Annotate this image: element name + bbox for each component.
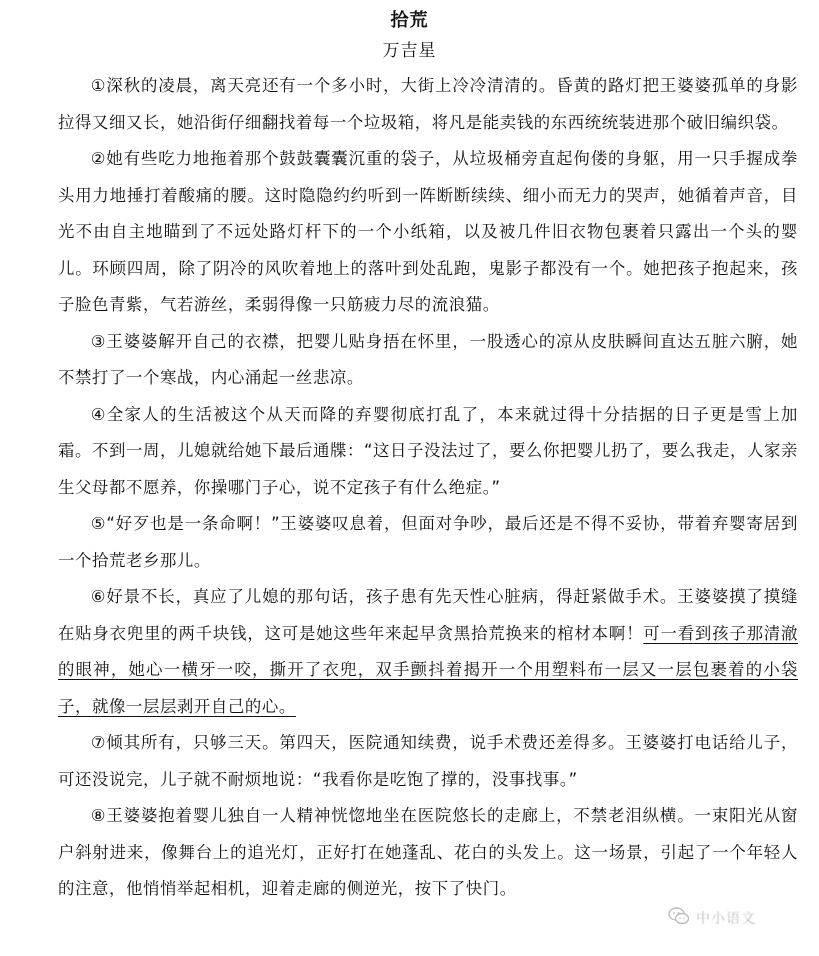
document-title: 拾荒 xyxy=(390,10,429,31)
paragraph-1 xyxy=(58,68,798,141)
paragraph-4-text: ④全家人的生活被这个从天而降的弃婴彻底打乱了，本来就过得十分拮据的日子更是雪上加霜。不到一周，儿媳就给她下最后通牒：“这日子没法过了，要么你把婴儿扔了，要么我走，人家亲生父母都不愿养，你操哪门子心，说不定孩子有什么绝症。” xyxy=(58,404,798,497)
paragraph-3 xyxy=(58,324,798,397)
paragraph-2-text: ②她有些吃力地拖着那个鼓鼓囊囊沉重的袋子，从垃圾桶旁直起佝偻的身躯，用一只手握成拳头用力地捶打着酸痛的腰。这时隐隐约约听到一阵断断续续、细小而无力的哭声，她循着声音，目光不由自主地瞄到了不远处路灯杆下的一个小纸箱，以及被几件旧衣物包裹着只露出一个头的婴儿。环顾四周，除了阴冷的风吹着地上的落叶到处乱跑，鬼影子都没有一个。她把孩子抱起来，孩子脸色青紫，气若游丝，柔弱得像一只筋疲力尽的流浪猫。 xyxy=(58,149,798,314)
wechat-logo-icon xyxy=(668,906,690,930)
paragraph-5 xyxy=(58,506,798,579)
paragraph-1-text: ①深秋的凌晨，离天亮还有一个多小时，大街上冷冷清清的。昏黄的路灯把王婆婆孤单的身影拉得又细又长，她沿街仔细翻找着每一个垃圾箱，将凡是能卖钱的东西统统装进那个破旧编织袋。 xyxy=(58,76,798,132)
paragraph-6-underlined-text: 可一看到孩子那清澈的眼神，她心一横牙一咬，撕开了衣兜，双手颤抖着揭开一个用塑料布一层又一层包裹着的小袋子，就像一层层剥开自己的心。 xyxy=(58,623,798,716)
paragraph-6 xyxy=(58,579,798,725)
paragraph-5-text: ⑤“好歹也是一条命啊！”王婆婆叹息着，但面对争吵，最后还是不得不妥协，带着弃婴寄居到一个拾荒老乡那儿。 xyxy=(58,514,798,570)
paragraph-4 xyxy=(58,397,798,507)
paragraph-6-text: ⑥好景不长，真应了儿媳的那句话，孩子患有先天性心脏病，得赶紧做手术。王婆婆摸了摸缝在贴身衣兜里的两千块钱，这可是她这些年来起早贪黑拾荒换来的棺材本啊！ xyxy=(58,587,798,643)
paragraph-3-text: ③王婆婆解开自己的衣襟，把婴儿贴身捂在怀里，一股透心的凉从皮肤瞬间直达五脏六腑，她不禁打了一个寒战，内心涌起一丝悲凉。 xyxy=(58,331,798,387)
watermark-text: 中小语文 xyxy=(696,911,756,927)
paragraph-8-text: ⑧王婆婆抱着婴儿独自一人精神恍惚地坐在医院悠长的走廊上，不禁老泪纵横。一束阳光从窗户斜射进来，像舞台上的追光灯，正好打在她蓬乱、花白的头发上。这一场景，引起了一个年轻人的注意，他悄悄举起相机，迎着走廊的侧逆光，按下了快门。 xyxy=(58,806,798,898)
document-author: 万吉星 xyxy=(382,41,437,61)
paragraph-7-text: ⑦倾其所有，只够三天。第四天，医院通知续费，说手术费还差得多。王婆婆打电话给儿子，可还没说完，儿子就不耐烦地说：“我看你是吃饱了撑的，没事找事。” xyxy=(58,733,798,789)
paragraph-7 xyxy=(58,725,798,798)
document-body xyxy=(58,68,798,908)
paragraph-2 xyxy=(58,141,798,324)
paragraph-8 xyxy=(58,798,798,908)
watermark xyxy=(668,906,788,930)
